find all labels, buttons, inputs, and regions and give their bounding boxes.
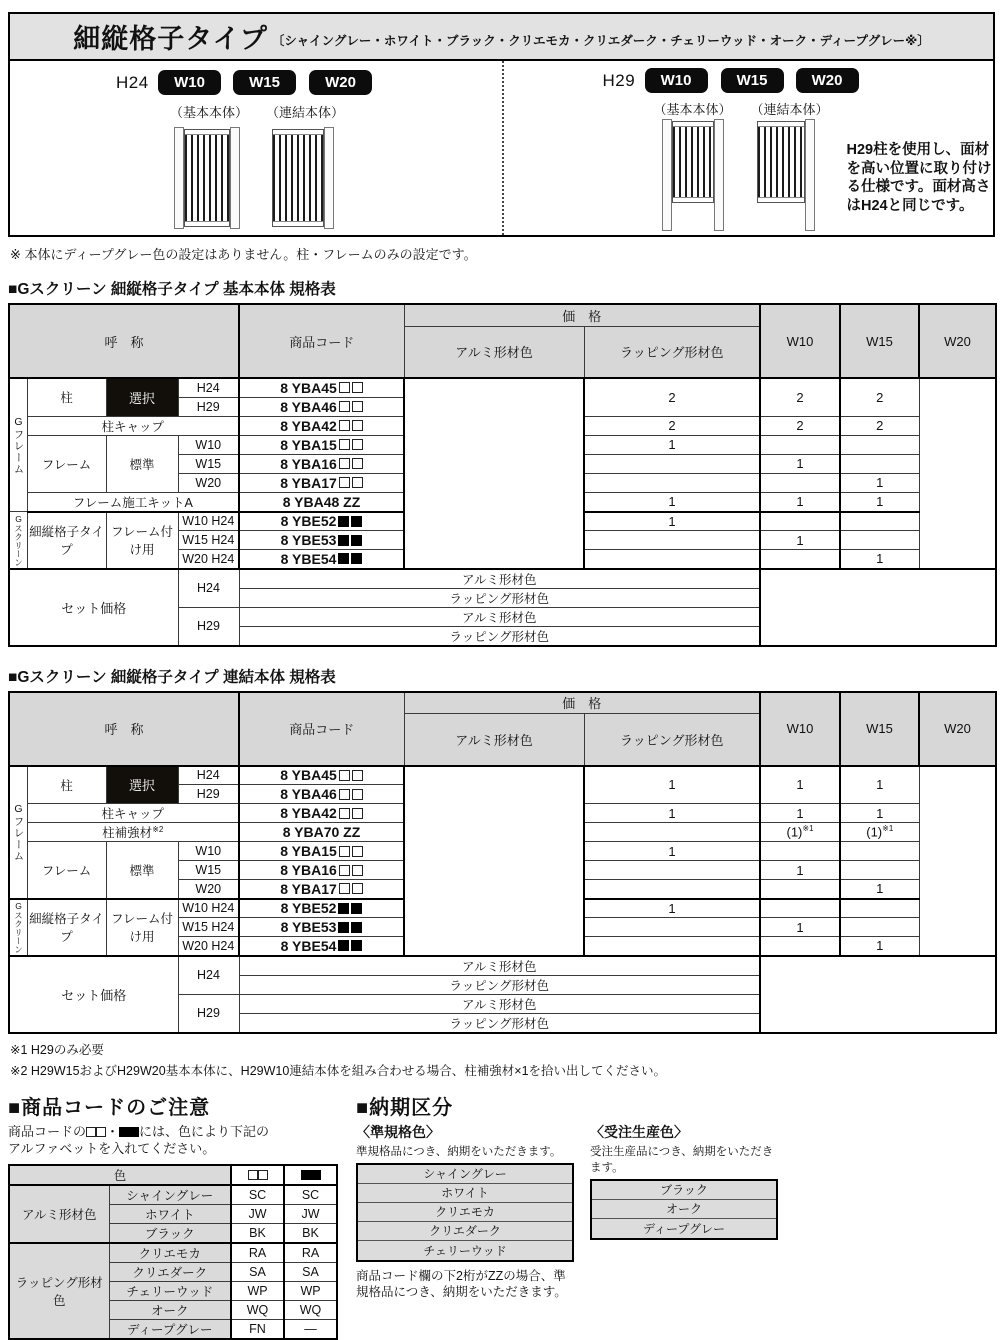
filled-box-icon [351, 553, 362, 564]
qty-pillar-w20: 2 [840, 378, 919, 416]
col-header-w15: W15 [840, 304, 919, 378]
qty-frame-w20-3: 1 [840, 473, 919, 492]
code-note-intro: 商品コードの ・ には、色により下記の アルファベットを入れてください。 [8, 1123, 270, 1157]
qty-kit-w10: 1 [584, 492, 760, 512]
row-label-frame: フレーム [27, 842, 106, 899]
qty-frame-w10-1: 1 [584, 842, 760, 861]
open-box-icon [352, 846, 363, 857]
post-right [714, 119, 724, 231]
row-label-standard: 標準 [106, 435, 178, 492]
code-note-section [8, 1091, 344, 1340]
code-pillar-h24: 8 YBA45 [239, 766, 404, 785]
col-header-wrap: ラッピング形材色 [584, 714, 760, 766]
filled-box-icon [351, 516, 362, 527]
color-code-open: FN [231, 1319, 284, 1339]
color-code-open: WQ [231, 1300, 284, 1319]
color-code-open: SA [231, 1262, 284, 1281]
qty-cap-w20: 1 [840, 804, 919, 823]
vertical-lattice [185, 135, 229, 221]
qty-frame-w20-2 [760, 473, 840, 492]
qty-screen-w20-2 [760, 937, 840, 956]
qty-cap-w15: 1 [760, 804, 840, 823]
code-screen-w15: 8 YBE53 [239, 918, 404, 937]
open-box-icon [339, 846, 350, 857]
col-header-w10: W10 [760, 692, 840, 766]
row-label-w15: W15 [178, 454, 239, 473]
page-title: 細縦格子タイプ [73, 24, 268, 54]
set-price-label: セット価格 [9, 956, 178, 1033]
post-right [324, 127, 334, 229]
qty-screen-w10-3 [840, 899, 919, 918]
open-box-icon [339, 420, 350, 431]
open-box-icon [352, 477, 363, 488]
set-h29-label: H29 [178, 607, 239, 646]
lattice-face [672, 121, 714, 203]
vertical-lattice [273, 135, 323, 221]
set-h29-label: H29 [178, 994, 239, 1033]
row-label-reinforce: 柱補強材$^{※2}$ [27, 823, 239, 842]
qty-cap-w10: 1 [584, 804, 760, 823]
color-code-filled: SC [284, 1185, 337, 1205]
qty-kit-w15: 1 [760, 492, 840, 512]
row-label-frame-mount: フレーム付け用 [106, 899, 178, 956]
color-name: クリエダーク [109, 1262, 231, 1281]
color-name: ホワイト [109, 1204, 231, 1223]
open-box-icon [352, 770, 363, 781]
overview-h29 [502, 61, 994, 235]
row-label-w10h24: W10 H24 [178, 512, 239, 531]
col-header-code: 商品コード [239, 304, 404, 378]
open-box-icon [339, 458, 350, 469]
color-item: ホワイト [358, 1184, 572, 1203]
col-header-price: 価 格 [404, 692, 760, 714]
color-name: ブラック [109, 1223, 231, 1243]
group-gframe: Gフレーム [9, 378, 27, 512]
qty-frame-w10-3 [840, 435, 919, 454]
code-screen-w20: 8 YBE54 [239, 937, 404, 956]
color-code-open: JW [231, 1204, 284, 1223]
qty-screen-w20-1 [584, 937, 760, 956]
overview-header [10, 14, 993, 61]
filled-box-icon [338, 553, 349, 564]
qty-screen-w10-2 [760, 512, 840, 531]
col-header-price: 価 格 [404, 304, 760, 326]
qty-frame-w20-1 [584, 880, 760, 899]
qty-frame-w15-2: 1 [760, 861, 840, 880]
row-label-pillar: 柱 [27, 378, 106, 416]
row-label-w20: W20 [178, 880, 239, 899]
color-name: チェリーウッド [109, 1281, 231, 1300]
qty-screen-w10-2 [760, 899, 840, 918]
qty-screen-w20-3: 1 [840, 550, 919, 569]
filled-boxes-header [284, 1165, 337, 1185]
set-h29-alumi: アルミ形材色 [239, 994, 760, 1013]
semi-standard-block [356, 1122, 574, 1301]
open-box-icon [339, 808, 350, 819]
filled-box-icon [129, 1127, 139, 1137]
qty-frame-w15-1 [584, 454, 760, 473]
semi-standard-heading: 〈準規格色〉 [356, 1123, 440, 1140]
qty-screen-w15-3 [840, 918, 919, 937]
made-to-order-block [590, 1122, 778, 1301]
set-price-empty [760, 569, 996, 646]
code-frame-w15: 8 YBA16 [239, 861, 404, 880]
joint-unit-label: （連結本体） [750, 102, 829, 117]
open-box-icon [352, 439, 363, 450]
col-header-w10: W10 [760, 304, 840, 378]
width-badge-w10: W10 [645, 68, 708, 93]
qty-frame-w15-1 [584, 861, 760, 880]
color-code-filled: WP [284, 1281, 337, 1300]
qty-kit-w20: 1 [840, 492, 919, 512]
open-box-icon [352, 401, 363, 412]
code-reinforce: 8 YBA70 ZZ [239, 823, 404, 842]
post-left [662, 119, 672, 231]
set-h24-label: H24 [178, 956, 239, 995]
code-frame-w20: 8 YBA17 [239, 880, 404, 899]
row-label-w15h24: W15 H24 [178, 918, 239, 937]
row-label-w20: W20 [178, 473, 239, 492]
code-kit: 8 YBA48 ZZ [239, 492, 404, 512]
qty-frame-w20-1 [584, 473, 760, 492]
qty-screen-w15-3 [840, 531, 919, 550]
group-gscreen: Gスクリーン [9, 512, 27, 569]
qty-reinforce-w20: $(1)^{※1}$ [840, 823, 919, 842]
qty-pillar-w10: 2 [584, 378, 760, 416]
color-code-filled: SA [284, 1262, 337, 1281]
price-area-empty [404, 378, 584, 569]
col-header-wrap: ラッピング形材色 [584, 326, 760, 378]
col-header-alumi: アルミ形材色 [404, 326, 584, 378]
qty-reinforce-w10 [584, 823, 760, 842]
qty-cap-w10: 2 [584, 416, 760, 435]
color-item: シャイングレー [358, 1165, 572, 1184]
width-badge-w15: W15 [721, 68, 784, 93]
code-screen-w10: 8 YBE52 [239, 899, 404, 918]
filled-box-icon [351, 940, 362, 951]
row-label-screen-type: 細縦格子タイプ [27, 512, 106, 569]
panel-image-h29-basic [662, 119, 724, 231]
open-box-icon [352, 808, 363, 819]
bottom-rail [273, 221, 323, 226]
open-box-icon [339, 865, 350, 876]
open-box-icon [339, 477, 350, 488]
group-gscreen: Gスクリーン [9, 899, 27, 956]
open-box-icon [352, 382, 363, 393]
qty-screen-w20-1 [584, 550, 760, 569]
open-box-icon [339, 401, 350, 412]
color-code-table [8, 1164, 338, 1340]
open-box-icon [86, 1127, 96, 1137]
semi-standard-desc: 準規格品につき、納期をいただきます。 [356, 1145, 562, 1158]
height-label-h24: H24 [116, 73, 149, 92]
reinforce-footnote-mark: ※2 [152, 824, 164, 834]
open-box-icon [339, 770, 350, 781]
color-item: チェリーウッド [358, 1241, 572, 1260]
open-box-icon [352, 865, 363, 876]
col-header-name: 呼 称 [9, 304, 239, 378]
post-left [174, 127, 184, 229]
qty-screen-w20-2 [760, 550, 840, 569]
overview-box [8, 12, 995, 237]
qty-pillar-w15: 2 [760, 378, 840, 416]
qty-frame-w15-3 [840, 454, 919, 473]
open-box-icon [339, 439, 350, 450]
made-to-order-heading: 〈受注生産色〉 [590, 1123, 688, 1140]
open-box-icon [248, 1170, 258, 1180]
color-header: 色 [9, 1165, 231, 1185]
set-h24-alumi: アルミ形材色 [239, 569, 760, 589]
code-screen-w15: 8 YBE53 [239, 531, 404, 550]
spec-table-basic [8, 303, 997, 647]
filled-box-icon [338, 922, 349, 933]
row-label-w15h24: W15 H24 [178, 531, 239, 550]
col-header-w20: W20 [919, 692, 996, 766]
post-right [805, 119, 815, 231]
row-label-w10h24: W10 H24 [178, 899, 239, 918]
col-header-name: 呼 称 [9, 692, 239, 766]
col-header-code: 商品コード [239, 692, 404, 766]
row-label-frame: フレーム [27, 435, 106, 492]
row-label-standard: 標準 [106, 842, 178, 899]
footnote-1: ※1 H29のみ必要 [10, 1042, 104, 1057]
spec-table-joint [8, 691, 997, 1034]
delivery-section [356, 1091, 778, 1340]
qty-screen-w15-1 [584, 531, 760, 550]
qty-cap-w20: 2 [840, 416, 919, 435]
code-note-title: ■商品コードのご注意 [8, 1096, 211, 1119]
code-cap: 8 YBA42 [239, 416, 404, 435]
row-label-screen-type: 細縦格子タイプ [27, 899, 106, 956]
qty-screen-w10-1: 1 [584, 899, 760, 918]
width-badge-w10: W10 [158, 70, 221, 95]
filled-box-icon [311, 1170, 321, 1180]
color-code-open: RA [231, 1243, 284, 1263]
zz-footnote: 商品コード欄の下2桁がZZの場合、準規格品につき、納期をいただきます。 [356, 1268, 567, 1299]
set-price-empty [760, 956, 996, 1033]
bottom-rail [185, 221, 229, 226]
open-box-icon [352, 420, 363, 431]
set-h29-wrap: ラッピング形材色 [239, 1013, 760, 1033]
filled-box-icon [351, 903, 362, 914]
open-box-icon [339, 789, 350, 800]
footnote-2: ※2 H29W15およびH29W20基本本体に、H29W10連結本体を組み合わせる場合、柱補強材×1を拾い出してください。 [10, 1063, 667, 1078]
filled-box-icon [301, 1170, 311, 1180]
code-frame-w10: 8 YBA15 [239, 435, 404, 454]
color-name: ディープグレー [109, 1319, 231, 1339]
qty-screen-w20-3: 1 [840, 937, 919, 956]
group-gframe: Gフレーム [9, 766, 27, 899]
group-wrap: ラッピング形材色 [9, 1243, 109, 1339]
delivery-title: ■納期区分 [356, 1096, 454, 1119]
filled-box-icon [351, 922, 362, 933]
qty-frame-w15-2: 1 [760, 454, 840, 473]
color-name: クリエモカ [109, 1243, 231, 1263]
open-box-icon [96, 1127, 106, 1137]
code-frame-w20: 8 YBA17 [239, 473, 404, 492]
color-item: オーク [592, 1200, 776, 1219]
vertical-lattice [673, 127, 713, 197]
page-subtitle: 〔シャイングレー・ホワイト・ブラック・クリエモカ・クリエダーク・チェリーウッド・オーク・ディープグレー※〕 [271, 33, 930, 48]
bottom-rail [673, 197, 713, 202]
overview-h24 [10, 61, 502, 235]
color-item: クリエダーク [358, 1222, 572, 1241]
overview-body [10, 61, 993, 235]
color-code-filled: BK [284, 1223, 337, 1243]
row-label-h29: H29 [178, 785, 239, 804]
color-item: ディープグレー [592, 1219, 776, 1238]
qty-frame-w10-2 [760, 842, 840, 861]
select-badge: 選択 [106, 378, 178, 416]
code-cap: 8 YBA42 [239, 804, 404, 823]
bottom-rail [758, 197, 804, 202]
filled-box-icon [338, 940, 349, 951]
filled-box-icon [338, 516, 349, 527]
made-to-order-list [590, 1179, 778, 1240]
row-label-pillar: 柱 [27, 766, 106, 804]
qty-pillar-w10: 1 [584, 766, 760, 804]
color-code-open: BK [231, 1223, 284, 1243]
spec2-title: ■Gスクリーン 細縦格子タイプ 連結本体 規格表 [8, 668, 336, 686]
qty-pillar-w15: 1 [760, 766, 840, 804]
h29-description: H29柱を使用し、面材を高い位置に取り付ける仕様です。面材高さはH24と同じです。 [846, 142, 992, 214]
open-box-icon [352, 883, 363, 894]
code-screen-w20: 8 YBE54 [239, 550, 404, 569]
row-label-h29: H29 [178, 397, 239, 416]
made-to-order-desc: 受注生産品につき、納期をいただきます。 [590, 1145, 774, 1174]
qty-frame-w20-2 [760, 880, 840, 899]
col-header-w15: W15 [840, 692, 919, 766]
post-right [230, 127, 240, 229]
color-code-open: SC [231, 1185, 284, 1205]
code-pillar-h24: 8 YBA45 [239, 378, 404, 397]
code-pillar-h29: 8 YBA46 [239, 785, 404, 804]
row-label-w10: W10 [178, 435, 239, 454]
row-label-cap: 柱キャップ [27, 804, 239, 823]
filled-box-icon [338, 535, 349, 546]
spec1-title: ■Gスクリーン 細縦格子タイプ 基本本体 規格表 [8, 281, 336, 298]
row-label-frame-mount: フレーム付け用 [106, 512, 178, 569]
set-h24-wrap: ラッピング形材色 [239, 588, 760, 607]
qty-frame-w10-2 [760, 435, 840, 454]
lattice-face [757, 121, 805, 203]
col-header-w20: W20 [919, 304, 996, 378]
qty-cap-w15: 2 [760, 416, 840, 435]
set-h24-alumi: アルミ形材色 [239, 956, 760, 976]
lattice-face [184, 129, 230, 227]
delivery-blocks [356, 1122, 778, 1301]
vertical-lattice [758, 127, 804, 197]
row-label-kit: フレーム施工キットA [27, 492, 239, 512]
open-box-icon [352, 789, 363, 800]
row-label-w10: W10 [178, 842, 239, 861]
color-item: クリエモカ [358, 1203, 572, 1222]
width-badge-w20: W20 [796, 68, 859, 93]
qty-screen-w10-1: 1 [584, 512, 760, 531]
open-box-icon [352, 458, 363, 469]
filled-box-icon [351, 535, 362, 546]
qty-frame-w15-3 [840, 861, 919, 880]
qty-frame-w20-3: 1 [840, 880, 919, 899]
color-code-filled: RA [284, 1243, 337, 1263]
lattice-face [272, 129, 324, 227]
row-label-w20h24: W20 H24 [178, 550, 239, 569]
color-code-open: WP [231, 1281, 284, 1300]
basic-unit-label: （基本本体） [170, 105, 249, 120]
row-label-h24: H24 [178, 378, 239, 397]
qty-screen-w15-2: 1 [760, 531, 840, 550]
row-label-w20h24: W20 H24 [178, 937, 239, 956]
qty-reinforce-w15: $(1)^{※1}$ [760, 823, 840, 842]
semi-standard-list [356, 1163, 574, 1262]
row-label-cap: 柱キャップ [27, 416, 239, 435]
group-alumi: アルミ形材色 [9, 1185, 109, 1243]
code-screen-w10: 8 YBE52 [239, 512, 404, 531]
qty-screen-w15-1 [584, 918, 760, 937]
row-label-w15: W15 [178, 861, 239, 880]
qty-screen-w10-3 [840, 512, 919, 531]
color-code-filled: WQ [284, 1300, 337, 1319]
set-h29-alumi: アルミ形材色 [239, 607, 760, 626]
col-header-alumi: アルミ形材色 [404, 714, 584, 766]
set-h24-label: H24 [178, 569, 239, 608]
color-name: シャイングレー [109, 1185, 231, 1205]
filled-box-icon [338, 903, 349, 914]
code-frame-w10: 8 YBA15 [239, 842, 404, 861]
set-h24-wrap: ラッピング形材色 [239, 975, 760, 994]
code-pillar-h29: 8 YBA46 [239, 397, 404, 416]
overview-note: ※ 本体にディープグレー色の設定はありません。柱・フレームのみの設定です。 [10, 247, 477, 262]
color-code-filled: JW [284, 1204, 337, 1223]
row-label-h24: H24 [178, 766, 239, 785]
open-box-icon [339, 382, 350, 393]
panel-image-h24-joint [272, 127, 334, 229]
color-code-filled: — [284, 1319, 337, 1339]
qty-screen-w15-2: 1 [760, 918, 840, 937]
joint-unit-label: （連結本体） [266, 105, 345, 120]
qty-pillar-w20: 1 [840, 766, 919, 804]
price-area-empty [404, 766, 584, 956]
set-h29-wrap: ラッピング形材色 [239, 626, 760, 646]
panel-image-h29-joint [757, 119, 815, 231]
width-badge-w15: W15 [233, 70, 296, 95]
open-boxes-header [231, 1165, 284, 1185]
qty-frame-w10-3 [840, 842, 919, 861]
set-price-label: セット価格 [9, 569, 178, 646]
height-label-h29: H29 [602, 71, 636, 90]
width-badge-w20: W20 [309, 70, 372, 95]
code-frame-w15: 8 YBA16 [239, 454, 404, 473]
open-box-icon [339, 883, 350, 894]
filled-box-icon [119, 1127, 129, 1137]
qty-footnote-mark: ※1 [802, 824, 814, 834]
qty-frame-w10-1: 1 [584, 435, 760, 454]
select-badge: 選択 [106, 766, 178, 804]
panel-image-h24-basic [174, 127, 240, 229]
bottom-section [8, 1091, 995, 1340]
color-item: ブラック [592, 1181, 776, 1200]
open-box-icon [258, 1170, 268, 1180]
color-name: オーク [109, 1300, 231, 1319]
qty-footnote-mark: ※1 [882, 824, 894, 834]
basic-unit-label: （基本本体） [653, 102, 732, 117]
